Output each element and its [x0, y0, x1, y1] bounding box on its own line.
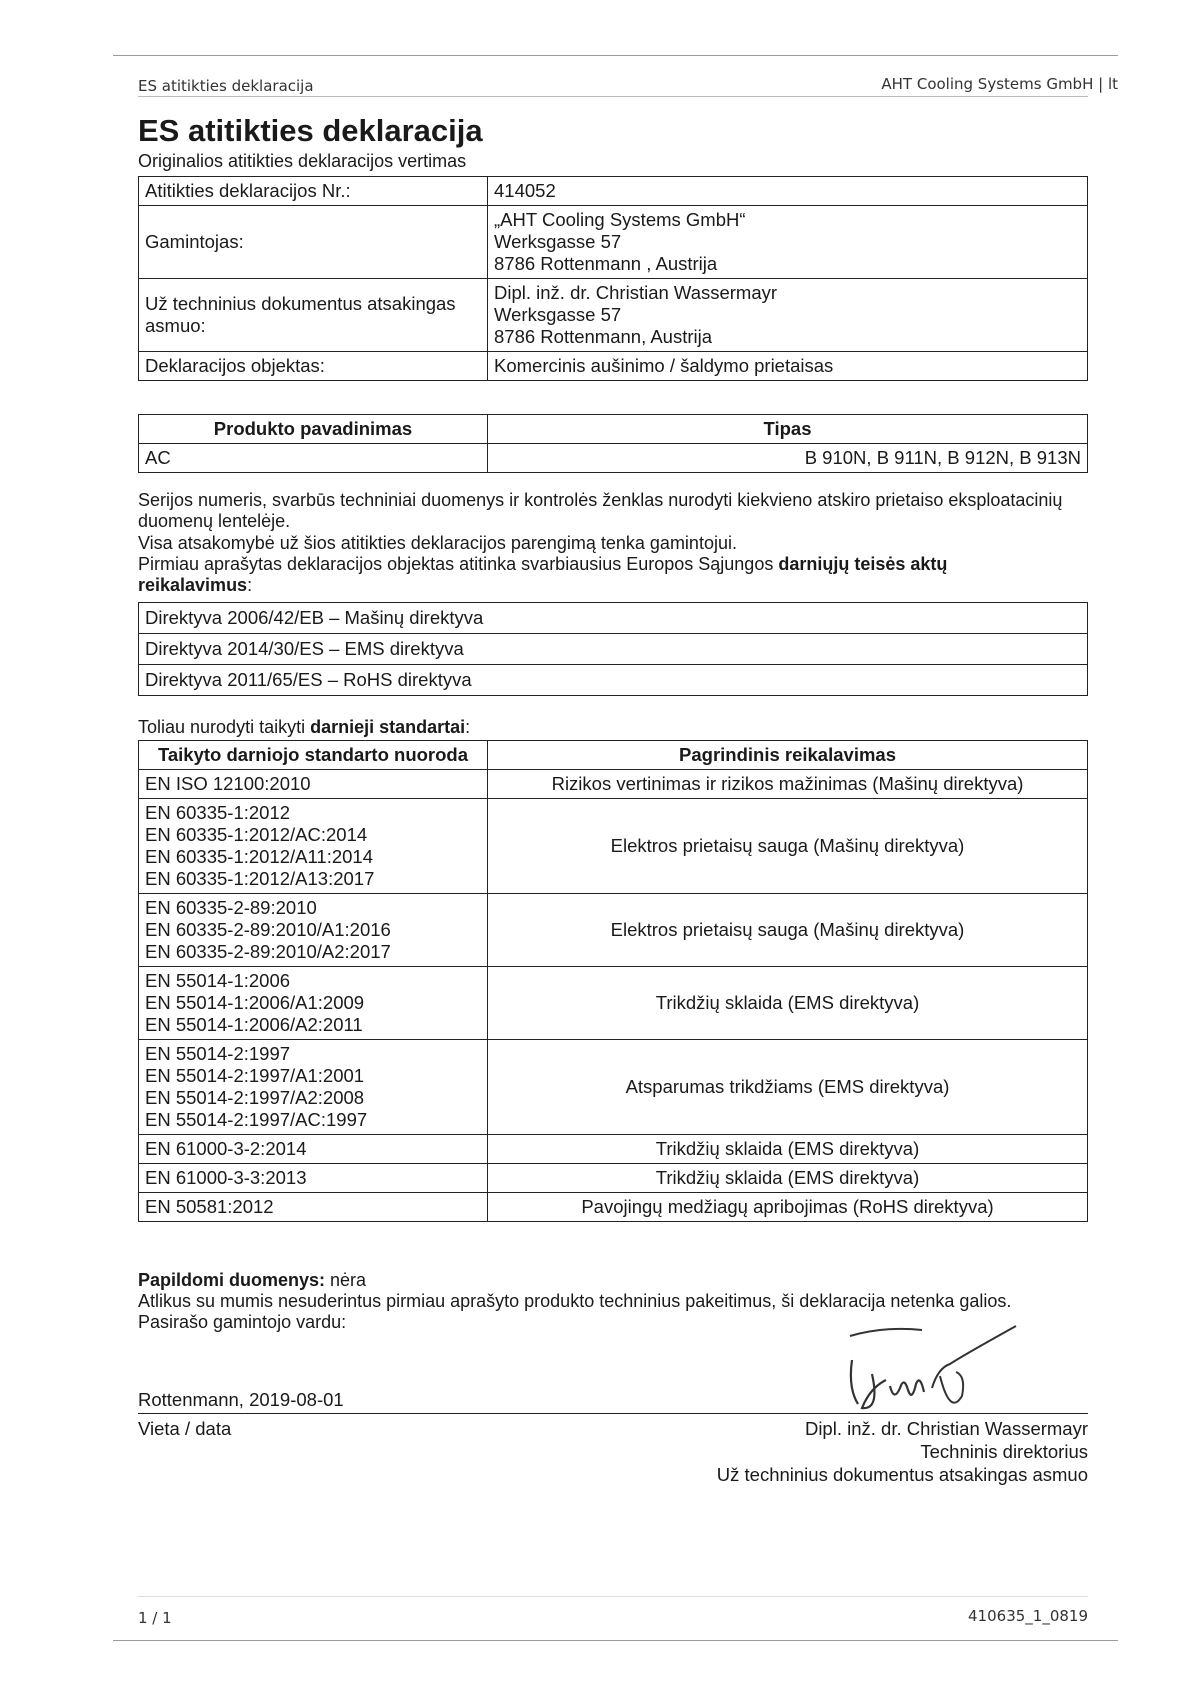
info-row [139, 177, 1088, 206]
standards-row [139, 1164, 1088, 1193]
standard-ref: EN 50581:2012 [145, 1196, 274, 1217]
standard-refs [139, 1040, 488, 1135]
directive-text: Direktyva 2006/42/EB – Mašinų direktyva [139, 603, 1088, 634]
info-value-line: 8786 Rottenmann , Austrija [494, 253, 718, 274]
directive-row [139, 603, 1088, 634]
signing-paragraph: Pasirašo gamintojo vardu: [138, 1312, 347, 1332]
info-value-line: „AHT Cooling Systems GmbH“ [494, 209, 746, 230]
info-label: Už techninius dokumentus atsakingas asmuo: [139, 279, 488, 352]
product-header: Tipas [488, 415, 1088, 444]
standard-ref: EN 60335-1:2012/A13:2017 [145, 868, 375, 889]
standard-requirement: Atsparumas trikdžiams (EMS direktyva) [488, 1040, 1088, 1135]
conformity-paragraph: Pirmiau aprašytas deklaracijos objektas atitinka svarbiausius Europos Sąjungos darniųjų teisės aktų reikalavimus: [138, 554, 948, 595]
top-rule [113, 55, 1118, 56]
serial-paragraph: Serijos numeris, svarbūs techniniai duomenys ir kontrolės ženklas nurodyti kiekvieno atskiro prietaiso eksploatacinių duomenų lentelėje. [138, 490, 1063, 531]
product-header-row [139, 415, 1088, 444]
signature-image [840, 1318, 1030, 1418]
standard-ref: EN 55014-1:2006 [145, 970, 291, 991]
info-value-line: Werksgasse 57 [494, 304, 622, 325]
standard-ref: EN 61000-3-3:2013 [145, 1167, 307, 1188]
info-row [139, 206, 1088, 279]
product-row [139, 444, 1088, 473]
standard-requirement: Pavojingų medžiagų apribojimas (RoHS direktyva) [488, 1193, 1088, 1222]
place-date: Rottenmann, 2019-08-01 [138, 1389, 344, 1410]
standards-table [138, 740, 1088, 1222]
standard-ref: EN 60335-1:2012/A11:2014 [145, 846, 374, 867]
standard-ref: EN 55014-2:1997 [145, 1043, 291, 1064]
responsibility-paragraph: Visa atsakomybė už šios atitikties deklaracijos parengimą tenka gamintojui. [138, 533, 737, 553]
directive-row [139, 665, 1088, 696]
info-value-line: Dipl. inž. dr. Christian Wassermayr [494, 282, 778, 303]
standard-requirement: Rizikos vertinimas ir rizikos mažinimas (Mašinų direktyva) [488, 770, 1088, 799]
signature-line [138, 1413, 1088, 1414]
info-value [488, 177, 1088, 206]
info-row [139, 352, 1088, 381]
bottom-rule [113, 1640, 1118, 1641]
standards-intro: Toliau nurodyti taikyti darnieji standartai: [138, 717, 471, 737]
modification-paragraph: Atlikus su mumis nesuderintus pirmiau aprašyto produkto techninius pakeitimus, ši deklaracija netenka galios. [138, 1291, 1012, 1311]
standards-row [139, 1135, 1088, 1164]
standards-row [139, 799, 1088, 894]
standards-row [139, 1040, 1088, 1135]
product-table [138, 414, 1088, 473]
standard-ref: EN 60335-1:2012 [145, 802, 291, 823]
info-label: Deklaracijos objektas: [139, 352, 488, 381]
info-label: Gamintojas: [139, 206, 488, 279]
info-value [488, 206, 1088, 279]
header-underline [138, 96, 1088, 97]
standard-ref: EN 55014-2:1997/A1:2001 [145, 1065, 365, 1086]
info-value [488, 279, 1088, 352]
standard-ref: EN 60335-2-89:2010/A2:2017 [145, 941, 391, 962]
standard-requirement: Trikdžių sklaida (EMS direktyva) [488, 967, 1088, 1040]
standard-refs [139, 1164, 488, 1193]
standard-requirement: Elektros prietaisų sauga (Mašinų direktyva) [488, 799, 1088, 894]
info-value-line: Komercinis aušinimo / šaldymo prietaisas [494, 355, 834, 376]
signer-role: Techninis direktorius [920, 1441, 1088, 1462]
standard-ref: EN 61000-3-2:2014 [145, 1138, 307, 1159]
standards-row [139, 894, 1088, 967]
declaration-info-table [138, 176, 1088, 381]
standards-row [139, 770, 1088, 799]
standard-refs [139, 967, 488, 1040]
info-value-line: 8786 Rottenmann, Austrija [494, 326, 713, 347]
product-type: B 910N, B 911N, B 912N, B 913N [488, 444, 1088, 473]
standard-refs [139, 894, 488, 967]
standard-ref: EN 60335-2-89:2010 [145, 897, 317, 918]
info-value-line: 414052 [494, 180, 556, 201]
standard-ref: EN 55014-2:1997/A2:2008 [145, 1087, 365, 1108]
standard-refs [139, 1135, 488, 1164]
header-doc-title: ES atitikties deklaracija [138, 77, 314, 95]
standards-row [139, 1193, 1088, 1222]
signer-responsibility: Už techninius dokumentus atsakingas asmuo [716, 1464, 1088, 1485]
standards-header-row [139, 741, 1088, 770]
directive-text: Direktyva 2011/65/ES – RoHS direktyva [139, 665, 1088, 696]
standard-requirement: Trikdžių sklaida (EMS direktyva) [488, 1135, 1088, 1164]
standards-header: Taikyto darniojo standarto nuoroda [139, 741, 488, 770]
info-label: Atitikties deklaracijos Nr.: [139, 177, 488, 206]
directive-row [139, 634, 1088, 665]
standard-ref: EN 55014-2:1997/AC:1997 [145, 1109, 368, 1130]
page-number: 1 / 1 [138, 1609, 172, 1627]
standard-ref: EN ISO 12100:2010 [145, 773, 311, 794]
directives-table [138, 602, 1088, 696]
standard-ref: EN 55014-1:2006/A2:2011 [145, 1014, 363, 1035]
info-value [488, 352, 1088, 381]
info-value-line: Werksgasse 57 [494, 231, 622, 252]
standard-ref: EN 55014-1:2006/A1:2009 [145, 992, 365, 1013]
directive-text: Direktyva 2014/30/ES – EMS direktyva [139, 634, 1088, 665]
info-row [139, 279, 1088, 352]
signer-name: Dipl. inž. dr. Christian Wassermayr [804, 1418, 1088, 1439]
document-code: 410635_1_0819 [968, 1607, 1088, 1625]
standards-row [139, 967, 1088, 1040]
footer-upper-rule [138, 1596, 1088, 1597]
standard-refs [139, 1193, 488, 1222]
product-name: AC [139, 444, 488, 473]
additional-data: Papildomi duomenys: nėra [138, 1270, 367, 1290]
standard-refs [139, 799, 488, 894]
standard-ref: EN 60335-2-89:2010/A1:2016 [145, 919, 391, 940]
signer-block [717, 1417, 1088, 1486]
standard-refs [139, 770, 488, 799]
header-company: AHT Cooling Systems GmbH | lt [881, 75, 1118, 93]
page-subtitle: Originalios atitikties deklaracijos vertimas [138, 151, 467, 171]
standard-ref: EN 60335-1:2012/AC:2014 [145, 824, 368, 845]
place-date-label: Vieta / data [138, 1418, 232, 1439]
page-title: ES atitikties deklaracija [138, 113, 483, 148]
standard-requirement: Trikdžių sklaida (EMS direktyva) [488, 1164, 1088, 1193]
standards-header: Pagrindinis reikalavimas [488, 741, 1088, 770]
standard-requirement: Elektros prietaisų sauga (Mašinų direktyva) [488, 894, 1088, 967]
product-header: Produkto pavadinimas [139, 415, 488, 444]
